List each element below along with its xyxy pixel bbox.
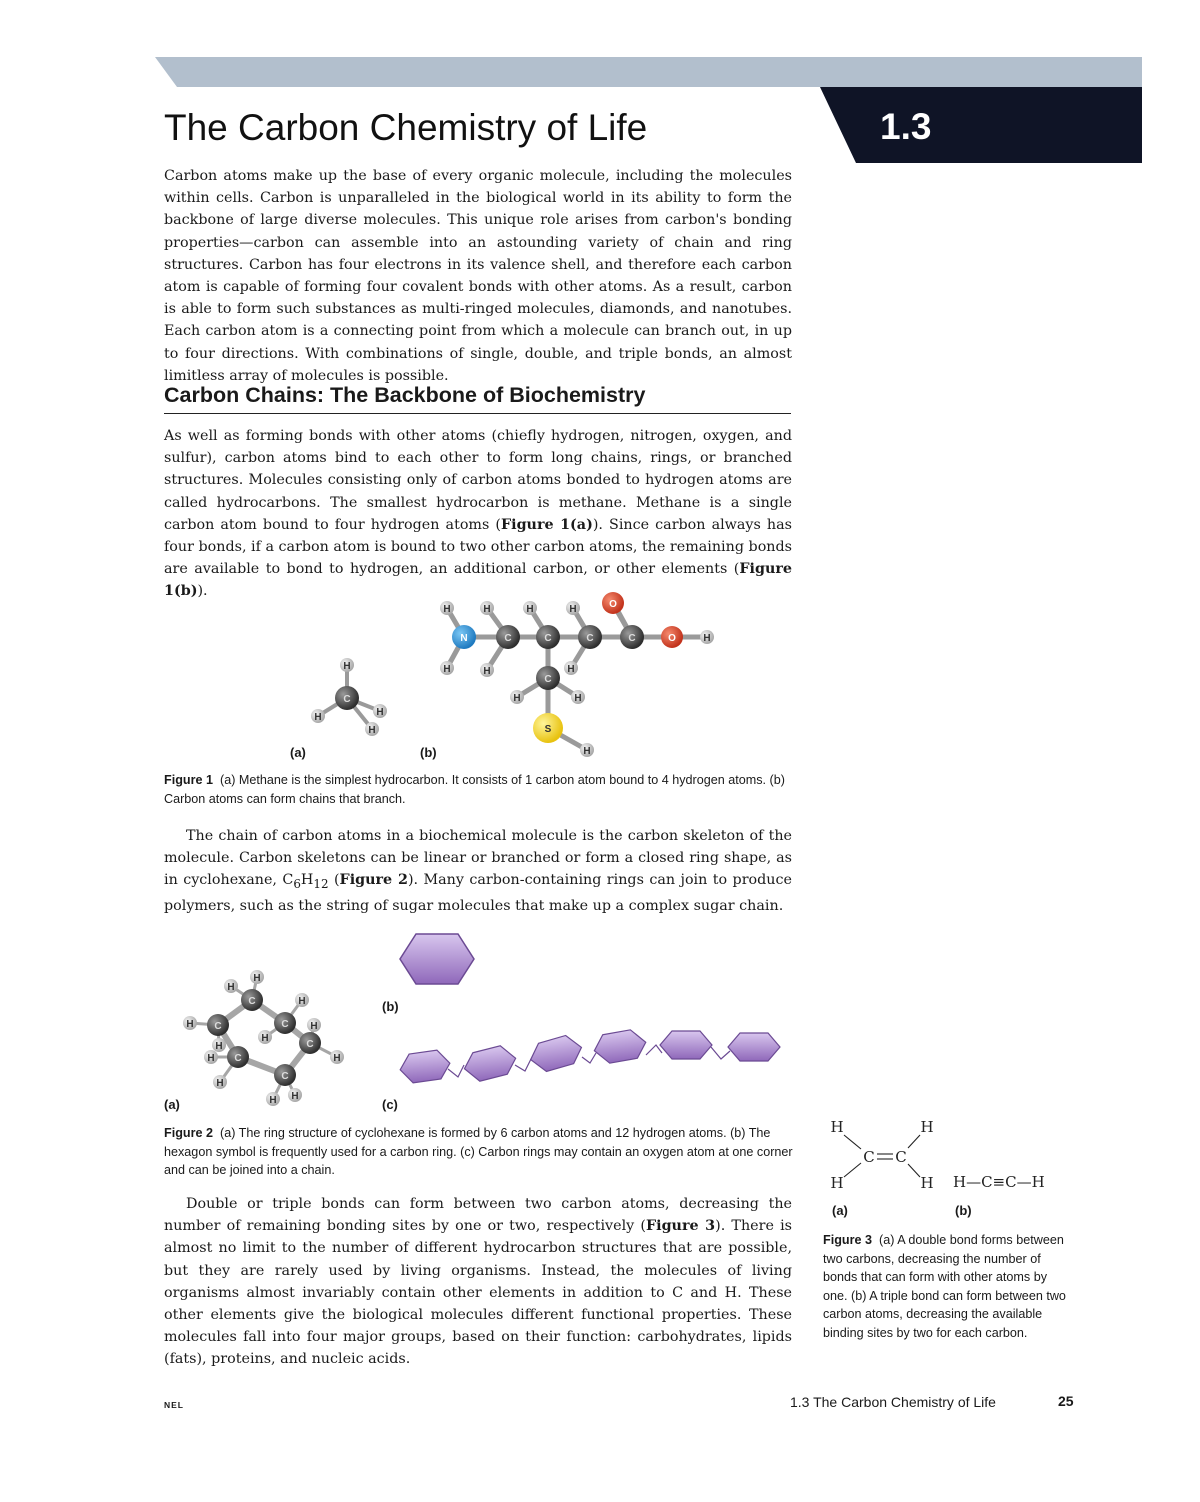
para3-text-a: Double or triple bonds can form between two carbon atoms, decreasing the number of remaining bonding sites by one or two, respectively (	[164, 1196, 792, 1235]
section-number-box	[820, 87, 1142, 163]
figure-2-caption-label: Figure 2	[164, 1126, 213, 1140]
atom-label: O	[668, 633, 676, 644]
paragraph-double-triple-bonds	[164, 1193, 792, 1371]
atom-label: H	[310, 1021, 318, 1032]
atom-label: N	[460, 633, 468, 644]
atom-label: C	[214, 1021, 222, 1032]
para1-text-a: As well as forming bonds with other atoms (chiefly hydrogen, nitrogen, oxygen, and sulfur), carbon atoms bind to each other to form long chains, rings, or branched structures. Molecules consisting only of carbon atoms bonded to hydrogen atoms are called hydrocarbons. The smallest hydrocarbon is methane. Methane is a single carbon atom bound to four hydrogen atoms (	[164, 428, 792, 533]
figure-1-caption-label: Figure 1	[164, 773, 213, 787]
figure-3a-label: (a)	[832, 1203, 848, 1218]
figure-2-caption-text: (a) The ring structure of cyclohexane is formed by 6 carbon atoms and 12 hydrogen atoms. (b) The hexagon symbol is frequently used for a carbon ring. (c) Carbon rings may contain an oxygen atom at one corner and can be joined into a chain.	[164, 1126, 793, 1177]
figure-3-caption-text: (a) A double bond forms between two carbons, decreasing the number of bonds that can form with other atoms by one. (b) A triple bond can form between two carbon atoms, decreasing the available binding sites by two for each carbon.	[823, 1233, 1066, 1340]
figure-3-triple-bond-formula: H—C≡C—H	[953, 1173, 1045, 1191]
atom-label: O	[609, 599, 617, 610]
atom-label: C	[281, 1071, 289, 1082]
atom-label: H	[186, 1019, 194, 1030]
atom-label: H	[526, 604, 534, 615]
atom-label: H	[227, 982, 235, 993]
para2-subscript-6: 6	[293, 877, 301, 892]
atom-label: H	[513, 693, 521, 704]
figure-2-hexagon-symbol	[398, 932, 476, 987]
atom-label: H	[368, 725, 376, 736]
para1-text-c: ).	[197, 583, 208, 600]
atom-label: H	[920, 1118, 934, 1136]
atom-label: C	[306, 1039, 314, 1050]
figure-3b-label: (b)	[955, 1203, 972, 1218]
figure-1b-label: (b)	[420, 745, 437, 760]
atom-label: H	[830, 1118, 844, 1136]
atom-label: H	[376, 707, 384, 718]
section-number: 1.3	[880, 106, 932, 147]
atom-label: H	[583, 746, 591, 757]
atom-label: H	[569, 604, 577, 615]
atom-label: C	[343, 694, 351, 705]
figure-3-caption-label: Figure 3	[823, 1233, 872, 1247]
figure-2-cyclohexane-diagram	[175, 965, 355, 1105]
figure-1-caption-text: (a) Methane is the simplest hydrocarbon. It consists of 1 carbon atom bound to 4 hydrogen atoms. (b) Carbon atoms can form chains that branch.	[164, 773, 785, 806]
atom-label: H	[216, 1078, 224, 1089]
atom-label: H	[269, 1095, 277, 1106]
para2-text-a: The chain of carbon atoms in a biochemical molecule is the carbon skeleton of the molecule. Carbon skeletons can be linear or branched or form a closed ring shape, as in cyclohexane, C	[164, 828, 792, 889]
atom-label: C	[544, 674, 552, 685]
figure-1a-label: (a)	[290, 745, 306, 760]
atom-label: H	[333, 1053, 341, 1064]
figure-2-caption	[164, 1124, 794, 1180]
atom-label: C	[248, 996, 256, 1007]
atom-label: H	[253, 973, 261, 984]
atom-label: H	[920, 1174, 934, 1192]
para2-text-c: (	[328, 872, 340, 889]
atom-label: H	[443, 604, 451, 615]
figure-ref-2: Figure 2	[339, 872, 408, 889]
atom-label: H	[703, 633, 711, 644]
figure-1-caption	[164, 771, 794, 808]
figure-1-branched-chain-diagram	[430, 590, 720, 760]
intro-paragraph: Carbon atoms make up the base of every organic molecule, including the molecules within cells. Carbon is unparalleled in the biological world in its ability to form the backbone of large diverse molecules. This unique role arises from carbon's bonding properties—carbon can assemble into an astounding variety of chain and ring structures. Carbon has four electrons in its valence shell, and therefore each carbon atom is capable of forming four covalent bonds with other atoms. As a result, carbon is able to form such substances as multi-ringed molecules, diamonds, and nanotubes. Each carbon atom is a connecting point from which a molecule can branch out, in up to four directions. With combinations of single, double, and triple bonds, an almost limitless array of molecules is possible.	[164, 168, 792, 384]
atom-label: C	[234, 1053, 242, 1064]
figure-1-methane-diagram	[300, 650, 410, 740]
section-subheading: Carbon Chains: The Backbone of Biochemistry	[164, 383, 791, 414]
atom-label: C	[281, 1019, 289, 1030]
header-band	[155, 57, 1142, 87]
atom-label: H	[567, 664, 575, 675]
atom-label: H	[830, 1174, 844, 1192]
para2-text-b: H	[300, 872, 314, 889]
atom-label: H	[483, 604, 491, 615]
figure-2a-label: (a)	[164, 1097, 180, 1112]
footer-publisher: NEL	[164, 1400, 184, 1410]
figure-2b-label: (b)	[382, 999, 399, 1014]
figure-2-hexagon-chain	[398, 1025, 790, 1087]
paragraph-carbon-chains	[164, 425, 792, 603]
atom-label: H	[215, 1041, 223, 1052]
atom-label: C	[895, 1148, 907, 1166]
atom-label: C	[628, 633, 636, 644]
figure-ref-1a: Figure 1(a)	[500, 516, 593, 533]
figure-ref-1b: Figure 1(b)	[164, 561, 792, 600]
figure-3-caption	[823, 1231, 1066, 1342]
figure-ref-3: Figure 3	[645, 1218, 716, 1235]
atom-label: C	[504, 633, 512, 644]
atom-label: H	[343, 661, 351, 672]
para1-text-b: ). Since carbon always has four bonds, if a carbon atom is bound to two other carbon atoms, the remaining bonds are available to bond to hydrogen, an additional carbon, or other elements (	[164, 516, 792, 578]
atom-label: C	[544, 633, 552, 644]
para3-text-b: ). There is almost no limit to the number of different hydrocarbon structures that are possible, but they are rarely used by living organisms. Instead, the molecules of living organisms almost invariably contain other elements in addition to C and H. These other elements give the biological molecules different functional properties. These molecules fall into four major groups, based on their function: carbohydrates, lipids (fats), proteins, and nucleic acids.	[164, 1218, 793, 1368]
atom-label: H	[574, 693, 582, 704]
para2-subscript-12: 12	[313, 877, 329, 892]
paragraph-carbon-skeleton	[164, 825, 792, 918]
atom-label: H	[314, 712, 322, 723]
atom-label: H	[291, 1091, 299, 1102]
atom-label: H	[298, 996, 306, 1007]
atom-label: H	[207, 1053, 215, 1064]
para2-text-d: ). Many carbon-containing rings can join to produce polymers, such as the string of sugar molecules that make up a complex sugar chain.	[164, 872, 792, 915]
page-title: The Carbon Chemistry of Life	[164, 107, 648, 148]
atom-label: C	[863, 1148, 875, 1166]
page-number: 25	[1058, 1393, 1074, 1409]
atom-label: H	[443, 664, 451, 675]
atom-label: H	[261, 1033, 269, 1044]
atom-label: H	[483, 666, 491, 677]
atom-label: S	[544, 724, 552, 735]
atom-label: C	[586, 633, 594, 644]
figure-2c-label: (c)	[382, 1097, 398, 1112]
figure-3-double-bond-structure	[825, 1115, 945, 1195]
footer-running-title: 1.3 The Carbon Chemistry of Life	[790, 1394, 996, 1410]
